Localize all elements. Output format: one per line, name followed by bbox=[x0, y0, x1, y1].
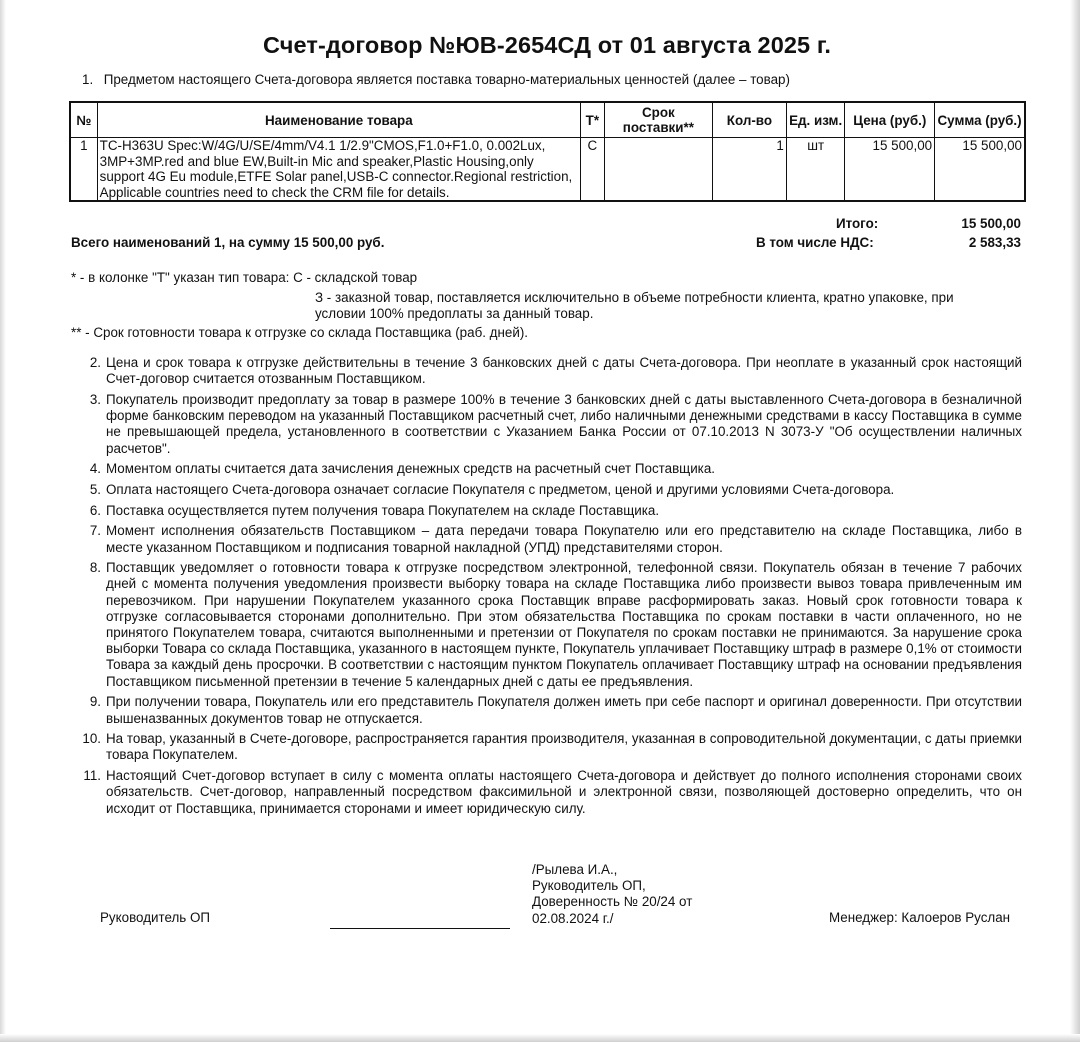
item-text: При получении товара, Покупатель или его представитель Покупателя должен иметь при себе паспорт и оригинал доверенности. При отсутствии вышеназванных документов товар не отпускается. bbox=[106, 694, 1022, 726]
list-item bbox=[80, 560, 1022, 690]
item-number: 11. bbox=[83, 768, 101, 784]
row-name: TC-H363U Spec:W/4G/U/SE/4mm/V4.1 1/2.9"CMOS,F1.0+F1.0, 0.002Lux, 3MP+3MP.red and blue EW,Built-in Mic and speaker,Plastic Housing,only support 4G Eu module,ETFE Solar panel,USB-C connector.Regional restriction, Applicable countries need to check the CRM file for details. bbox=[97, 138, 580, 202]
page-shadow-right bbox=[1070, 0, 1080, 1042]
row-delivery-term bbox=[604, 138, 712, 202]
item-text: На товар, указанный в Счете-договоре, распространяется гарантия производителя, указанная в сопроводительной документации, с даты приемки товара Покупателем. bbox=[106, 731, 1022, 763]
signature-line bbox=[330, 928, 510, 929]
header-delivery-term: Срок поставки** bbox=[604, 102, 712, 138]
header-unit: Ед. изм. bbox=[786, 102, 845, 138]
row-type: C bbox=[581, 138, 605, 202]
row-sum: 15 500,00 bbox=[935, 138, 1025, 202]
row-price: 15 500,00 bbox=[845, 138, 935, 202]
vat-value: 2 583,33 bbox=[968, 235, 1021, 250]
page-shadow-left bbox=[0, 0, 6, 1042]
table-header-row bbox=[70, 102, 1025, 138]
items-summary: Всего наименований 1, на сумму 15 500,00 руб. bbox=[71, 235, 385, 250]
signatory-authority: Доверенность № 20/24 от bbox=[532, 894, 693, 910]
signatory-position: Руководитель ОП, bbox=[532, 878, 646, 894]
list-item bbox=[80, 503, 1022, 519]
list-item bbox=[80, 731, 1022, 763]
item-number: 3. bbox=[89, 391, 101, 407]
header-name: Наименование товара bbox=[97, 102, 580, 138]
intro-paragraph bbox=[82, 72, 790, 87]
list-item bbox=[80, 392, 1022, 457]
item-text: Оплата настоящего Счета-договора означает согласие Покупателя с предметом, ценой и другими условиями Счета-договора. bbox=[106, 481, 895, 497]
row-no: 1 bbox=[70, 138, 97, 202]
list-item bbox=[80, 768, 1022, 817]
document-title: Счет-договор №ЮВ-2654СД от 01 августа 2025 г. bbox=[262, 32, 832, 58]
item-number: 10. bbox=[82, 731, 101, 747]
signatory-title-left: Руководитель ОП bbox=[100, 910, 211, 925]
item-number: 2. bbox=[89, 355, 101, 370]
note-order-goods: З - заказной товар, поставляется исключительно в объеме потребности клиента, кратно упаковке, при условии 100% предоплаты за данный товар. bbox=[315, 290, 954, 322]
list-item bbox=[80, 523, 1022, 555]
goods-table bbox=[69, 101, 1026, 202]
intro-number: 1. bbox=[82, 72, 94, 87]
item-text: Моментом оплаты считается дата зачисления денежных средств на расчетный счет Поставщика. bbox=[106, 461, 716, 477]
page-shadow-bottom bbox=[0, 1034, 1080, 1042]
header-quantity: Кол-во bbox=[712, 102, 786, 138]
item-text: Покупатель производит предоплату за товар в размере 100% в течение 3 банковских дней с даты выставленного Счета-договора в безналичной форме банковским переводом на указанный Поставщиком расчетный счет, либо наличными денежными средствами в кассу Поставщика в сумме не превышающей предела, установленного в соответствии с Указанием Банка России от 07.10.2013 N 3073-У "Об осуществлении наличных расчетов". bbox=[106, 391, 1022, 456]
item-text: Настоящий Счет-договор вступает в силу с момента оплаты настоящего Счета-договора и действует до полного исполнения сторонами своих обязательств. Счет-договор, направленный посредством факсимильной и электронной связи, позволяющей достоверно определить, что он исходит от Поставщика, принимается сторонами и имеет юридическую силу. bbox=[106, 768, 1022, 816]
header-type: Т* bbox=[581, 102, 605, 138]
item-text: Поставка осуществляется путем получения товара Покупателем на складе Поставщика. bbox=[106, 502, 660, 518]
total-label: Итого: bbox=[836, 216, 879, 231]
item-number: 8. bbox=[89, 560, 101, 576]
row-unit: шт bbox=[786, 138, 845, 202]
item-number: 5. bbox=[89, 481, 101, 497]
signatory-block bbox=[532, 862, 692, 927]
item-text: Цена и срок товара к отгрузке действительны в течение 3 банковских дней с даты Счета-договора. При неоплате в указанный срок настоящий Счет-договор считается отозванным Поставщиком. bbox=[106, 355, 1022, 387]
header-price: Цена (руб.) bbox=[845, 102, 935, 138]
item-number: 6. bbox=[89, 502, 101, 518]
item-number: 9. bbox=[89, 694, 101, 710]
manager-name: Менеджер: Калоеров Руслан bbox=[829, 910, 1011, 925]
signatory-name: /Рылева И.А., bbox=[532, 862, 618, 877]
header-no: № bbox=[70, 102, 97, 138]
item-number: 4. bbox=[89, 461, 101, 477]
item-text: Поставщик уведомляет о готовности товара к отгрузке посредством электронной, телефонной связи. Покупатель обязан в течение 7 рабочих дней с момента получения уведомления произвести выборку товара на складе Поставщика либо произвести вывоз товара привлеченным им перевозчиком. При нарушении Покупателем указанного срока Поставщик вправе расформировать заказ. Новый срок готовности товара к отгрузке согласовывается сторонами дополнительно. При этом обязательства Поставщика по срокам поставки в части оплаченного, но не принятого Покупателем товара, считаются выполненными и претензии от Покупателя по срокам поставки не принимаются. За нарушение срока выборки Товара со склада Поставщика, указанного в настоящем пункте, Покупатель уплачивает Поставщику штраф в размере 0,1% от стоимости Товара за каждый день просрочки. В соответствии с настоящим пунктом Покупатель оплачивает Поставщику штраф на основании предъявления Поставщиком письменной претензии в течение 5 календарных дней с даты ее предъявления. bbox=[106, 560, 1022, 689]
list-item bbox=[80, 355, 1022, 387]
list-item bbox=[80, 482, 1022, 498]
row-quantity: 1 bbox=[712, 138, 786, 202]
vat-label: В том числе НДС: bbox=[756, 235, 874, 250]
note-delivery-term: ** - Срок готовности товара к отгрузке со склада Поставщика (раб. дней). bbox=[71, 325, 529, 340]
header-sum: Сумма (руб.) bbox=[935, 102, 1025, 138]
item-number: 7. bbox=[89, 523, 101, 539]
item-text: Момент исполнения обязательств Поставщиком – дата передачи товара Покупателю или его представителю на складе Поставщика, либо в месте указанном Поставщиком и подписания товарной накладной (УПД) представителями сторон. bbox=[106, 523, 1022, 555]
list-item bbox=[80, 461, 1022, 477]
signatory-authority-date: 02.08.2024 г./ bbox=[532, 910, 614, 926]
note-type-column: * - в колонке "Т" указан тип товара: С - складской товар bbox=[71, 270, 418, 285]
intro-text: Предметом настоящего Счета-договора является поставка товарно-материальных ценностей (далее – товар) bbox=[103, 72, 790, 87]
terms-list bbox=[80, 355, 1022, 821]
list-item bbox=[80, 694, 1022, 726]
table-row bbox=[70, 138, 1025, 202]
total-value: 15 500,00 bbox=[961, 216, 1021, 231]
